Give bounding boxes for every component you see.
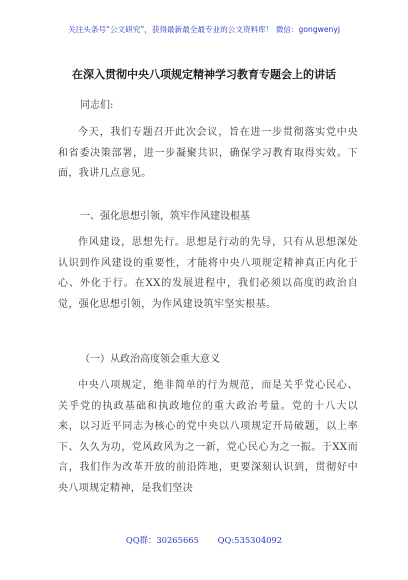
footer-qq: QQ:535304092 xyxy=(217,535,283,545)
subsection-heading-1: （一）从政治高度领会重大意义 xyxy=(80,354,220,365)
footer-contact xyxy=(0,534,408,546)
section-heading-1: 一、强化思想引领，筑牢作风建设根基 xyxy=(80,211,250,222)
paragraph-intro: 今天，我们专题召开此次会议，旨在进一步贯彻落实党中央和省委决策部署，进一步凝聚共识，确保学习教育取得实效。下面，我讲几点意见。 xyxy=(58,127,358,179)
document-title: 在深入贯彻中央八项规定精神学习教育专题会上的讲话 xyxy=(72,68,336,81)
salutation: 同志们: xyxy=(80,100,114,111)
paragraph-section-1: 作风建设，思想先行。思想是行动的先导，只有从思想深处认识到作风建设的重要性，才能将中央八项规定精神真正内化于心、外化于行。在XX的发展进程中，我们必须以高度的政治自觉，强化思想引领，为作风建设筑牢坚实根基。 xyxy=(58,237,358,310)
paragraph-subsection-1: 中央八项规定，绝非简单的行为规范，而是关乎党心民心、关乎党的执政基础和执政地位的重大政治考量。党的十八大以来，以习近平同志为核心的党中央以八项规定开局破题，以上率下、久久为功，党风政风为之一新，党心民心为之一振。于XX而言，我们作为改革开放的前沿阵地，更要深刻认识到，贯彻好中央八项规定精神，是我们坚决 xyxy=(58,380,358,494)
footer-qq-group: QQ群：30265665 xyxy=(125,535,199,545)
header-note: 关注头条号“公文研究”，获得最新最全最专业的公文资料库！ 微信：gongwenyj xyxy=(68,25,340,34)
